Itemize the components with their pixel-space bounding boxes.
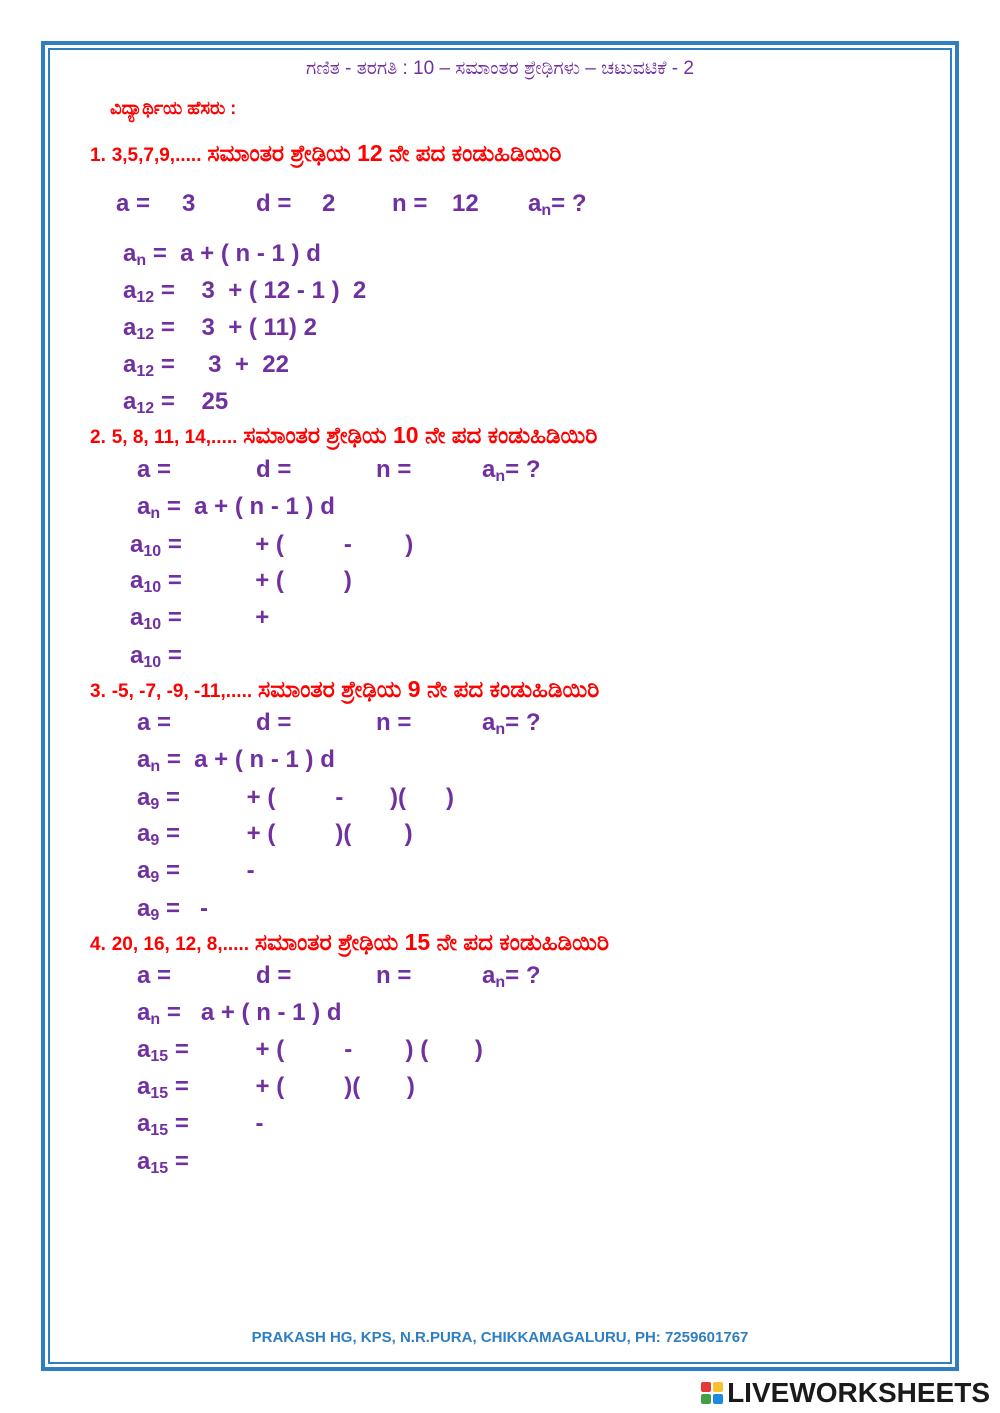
question-4-line-3: $a_{15}$ = + ( )( ): [137, 1073, 415, 1102]
question-3-var-an: [482, 709, 540, 739]
line-subscript: 9: [150, 869, 160, 886]
line-text: = 3 + ( 11) 2: [160, 314, 317, 341]
question-text: ಸಮಾಂತರ ಶ್ರೇಢಿಯ 12 ನೇ ಪದ ಕಂಡುಹಿಡಿಯಿರಿ: [207, 140, 562, 166]
question-text: ಸಮಾಂತರ ಶ್ರೇಢಿಯ 10 ನೇ ಪದ ಕಂಡುಹಿಡಿಯಿರಿ: [243, 422, 598, 448]
term-subscript: n: [495, 468, 506, 485]
question-1-var-an: [528, 190, 586, 220]
question-3-line-3: $a_9$ = + ( )( ): [137, 820, 413, 849]
question-2-line-5: $a_{10}$ =: [130, 642, 182, 671]
question-2-var-a-label: a =: [137, 456, 172, 483]
question-1-var-a-value: 3: [182, 190, 196, 217]
question-3-line-5: $a_9$ = -: [137, 895, 208, 924]
logo-square-red: [701, 1382, 711, 1392]
line-text: = + ( - ) ( ): [174, 1036, 483, 1063]
question-1-var-d-label: d =: [256, 190, 292, 217]
question-1-line-3: $a_{12}$ = 3 + ( 11) 2: [123, 314, 317, 343]
question-4-line-5: $a_{15}$ =: [137, 1148, 189, 1177]
question-3-line-1: $a_n = a$ + ( n - 1 ) d: [137, 746, 335, 775]
question-4-line-1: $a_n = a$ + ( n - 1 ) d: [137, 999, 342, 1028]
line-text: = a + ( n - 1 ) d: [152, 240, 321, 267]
question-number: 2.: [90, 427, 106, 448]
term-subscript: n: [495, 721, 506, 738]
line-text: = -: [165, 895, 208, 922]
question-2-var-an: [482, 456, 540, 486]
line-subscript: 12: [136, 400, 155, 417]
question-2-line-2: $a_{10}$ = + ( - ): [130, 531, 414, 560]
question-number: 1.: [90, 145, 106, 166]
question-1-line-5: $a_{12}$ = 25: [123, 388, 229, 417]
question-4-line-4: $a_{15}$ = -: [137, 1110, 264, 1139]
question-4-heading: [90, 929, 609, 956]
line-text: = + ( - )( ): [165, 784, 454, 811]
line-subscript: 15: [150, 1048, 169, 1065]
question-3-heading: [90, 676, 599, 703]
line-subscript: 10: [143, 654, 162, 671]
line-subscript: 10: [143, 616, 162, 633]
term-symbol: a: [482, 962, 496, 989]
line-text: = a + ( n - 1 ) d: [166, 746, 335, 773]
question-1-var-n-label: n =: [392, 190, 428, 217]
question-4-var-n-label: n =: [376, 962, 412, 989]
question-1-var-n-value: 12: [452, 190, 479, 217]
line-subscript: n: [150, 758, 161, 775]
term-subscript: n: [541, 202, 552, 219]
question-1-heading: [90, 140, 561, 167]
brand-name: LIVEWORKSHEETS: [727, 1377, 990, 1408]
line-text: = +: [167, 604, 270, 631]
question-1-var-a-label: a =: [116, 190, 151, 217]
question-3-var-d-label: d =: [256, 709, 292, 736]
liveworksheets-logo-icon: [701, 1382, 723, 1404]
question-sequence: 20, 16, 12, 8,.....: [111, 934, 250, 955]
question-1-line-1: $a_n = a$ + ( n - 1 ) d: [123, 240, 321, 269]
question-3-var-n-label: n =: [376, 709, 412, 736]
line-subscript: n: [136, 252, 147, 269]
question-4-var-a-label: a =: [137, 962, 172, 989]
term-unknown: = ?: [505, 709, 541, 736]
line-subscript: 9: [150, 796, 160, 813]
worksheet-title: ಗಣಿತ - ತರಗತಿ : 10 – ಸಮಾಂತರ ಶ್ರೇಢಿಗಳು – ಚಟುವಟಿಕೆ - 2: [306, 58, 694, 79]
line-subscript: 9: [150, 832, 160, 849]
line-text: = + ( ): [167, 567, 352, 594]
question-3-line-2: $a_9$ = + ( - )( ): [137, 784, 454, 813]
line-text: = + ( )( ): [174, 1073, 415, 1100]
line-subscript: n: [150, 1011, 161, 1028]
line-text: =: [167, 642, 182, 669]
question-text: ಸಮಾಂತರ ಶ್ರೇಢಿಯ 15 ನೇ ಪದ ಕಂಡುಹಿಡಿಯಿರಿ: [254, 929, 609, 955]
question-3-line-4: $a_9$ = -: [137, 857, 255, 886]
line-text: = -: [165, 857, 255, 884]
line-subscript: 15: [150, 1122, 169, 1139]
question-4-line-2: $a_{15}$ = + ( - ) ( ): [137, 1036, 483, 1065]
line-subscript: 12: [136, 326, 155, 343]
line-subscript: 9: [150, 907, 160, 924]
question-sequence: -5, -7, -9, -11,.....: [111, 681, 253, 702]
term-symbol: a: [482, 456, 496, 483]
term-unknown: = ?: [551, 190, 587, 217]
question-1-line-4: $a_{12}$ = 3 + 22: [123, 351, 289, 380]
student-name-label: ವಿದ್ಯಾರ್ಥಿಯ ಹೆಸರು :: [110, 98, 237, 118]
line-subscript: 15: [150, 1085, 169, 1102]
question-sequence: 5, 8, 11, 14,.....: [111, 427, 238, 448]
question-2-var-n-label: n =: [376, 456, 412, 483]
term-unknown: = ?: [505, 962, 541, 989]
question-4-var-an: [482, 962, 540, 992]
line-text: = -: [174, 1110, 264, 1137]
question-3-var-a-label: a =: [137, 709, 172, 736]
logo-square-yellow: [713, 1382, 723, 1392]
question-sequence: 3,5,7,9,.....: [111, 145, 202, 166]
question-text: ಸಮಾಂತರ ಶ್ರೇಢಿಯ 9 ನೇ ಪದ ಕಂಡುಹಿಡಿಯಿರಿ: [258, 676, 600, 702]
line-text: = + ( )( ): [165, 820, 413, 847]
logo-square-blue: [713, 1394, 723, 1404]
author-credit: PRAKASH HG, KPS, N.R.PURA, CHIKKAMAGALURU, PH: 7259601767: [251, 1329, 749, 1346]
term-symbol: a: [528, 190, 542, 217]
line-text: = + ( - ): [167, 531, 414, 558]
question-2-line-4: $a_{10}$ = +: [130, 604, 270, 633]
line-subscript: 15: [150, 1160, 169, 1177]
line-text: = 3 + 22: [160, 351, 289, 378]
term-symbol: a: [482, 709, 496, 736]
line-text: = a + ( n - 1 ) d: [166, 999, 342, 1026]
question-4-var-d-label: d =: [256, 962, 292, 989]
line-subscript: 12: [136, 289, 155, 306]
question-1-var-d-value: 2: [322, 190, 336, 217]
question-2-var-d-label: d =: [256, 456, 292, 483]
term-unknown: = ?: [505, 456, 541, 483]
question-2-line-3: $a_{10}$ = + ( ): [130, 567, 352, 596]
liveworksheets-brand[interactable]: [701, 1377, 990, 1409]
line-subscript: 12: [136, 363, 155, 380]
line-subscript: n: [150, 505, 161, 522]
logo-square-green: [701, 1394, 711, 1404]
question-number: 4.: [90, 934, 106, 955]
line-subscript: 10: [143, 543, 162, 560]
question-2-heading: [90, 422, 597, 449]
line-text: =: [174, 1148, 189, 1175]
line-text: = 25: [160, 388, 229, 415]
line-text: = 3 + ( 12 - 1 ) 2: [160, 277, 367, 304]
line-text: = a + ( n - 1 ) d: [166, 493, 335, 520]
question-1-line-2: $a_{12}$ = 3 + ( 12 - 1 ) 2: [123, 277, 367, 306]
question-2-line-1: $a_n = a$ + ( n - 1 ) d: [137, 493, 335, 522]
term-subscript: n: [495, 974, 506, 991]
question-number: 3.: [90, 681, 106, 702]
line-subscript: 10: [143, 579, 162, 596]
